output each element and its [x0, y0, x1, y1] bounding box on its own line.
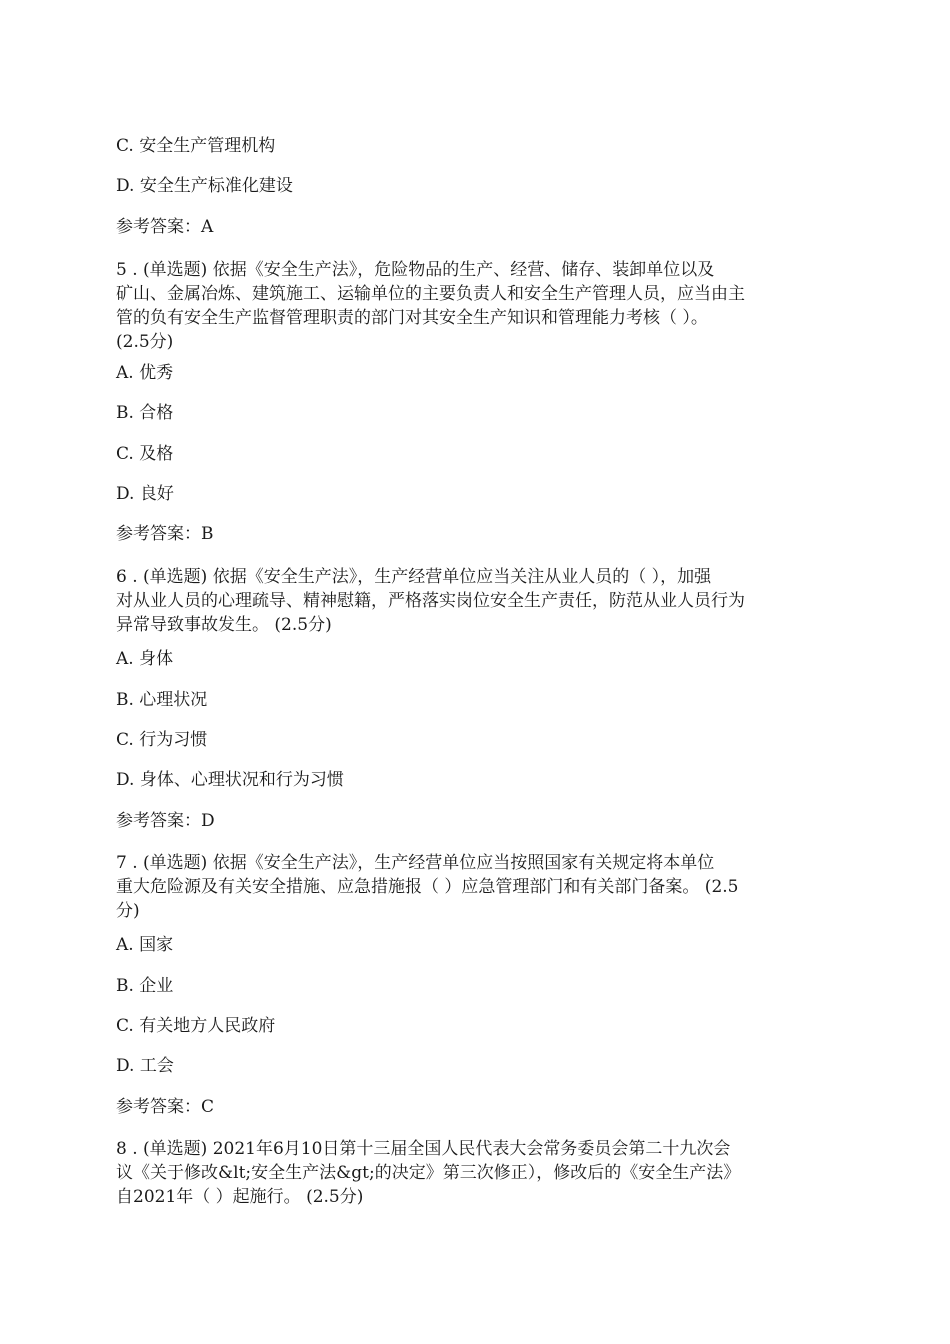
q6-answer: 参考答案：D — [116, 811, 215, 831]
q7-option-b: B. 企业 — [116, 976, 174, 996]
q7-stem — [116, 851, 836, 923]
q6-option-b: B. 心理状况 — [116, 690, 208, 710]
q7-answer: 参考答案：C — [116, 1097, 215, 1117]
q6-stem-line: 对从业人员的心理疏导、精神慰籍，严格落实岗位安全生产责任，防范从业人员行为 — [116, 591, 745, 611]
q5-option-d: D. 良好 — [116, 484, 174, 504]
q6-option-c: C. 行为习惯 — [116, 730, 208, 750]
q5-stem-line: 矿山、金属冶炼、建筑施工、运输单位的主要负责人和安全生产管理人员，应当由主 — [116, 284, 745, 304]
q4-answer: 参考答案：A — [116, 217, 214, 237]
q6-option-d: D. 身体、心理状况和行为习惯 — [116, 770, 344, 790]
q5-stem-line: 5 . (单选题) 依据《安全生产法》，危险物品的生产、经营、储存、装卸单位以及 — [116, 260, 715, 280]
q5-stem — [116, 258, 836, 354]
q7-option-d: D. 工会 — [116, 1056, 174, 1076]
q5-option-c: C. 及格 — [116, 444, 174, 464]
q8-stem-line: 自2021年（ ）起施行。 (2.5分) — [116, 1187, 364, 1207]
q6-option-a: A. 身体 — [116, 649, 174, 669]
q4-option-c: C. 安全生产管理机构 — [116, 136, 276, 156]
q7-option-c: C. 有关地方人民政府 — [116, 1016, 276, 1036]
q7-stem-line: 重大危险源及有关安全措施、应急措施报（ ）应急管理部门和有关部门备案。 (2.5 — [116, 877, 739, 897]
q6-stem-line: 6 . (单选题) 依据《安全生产法》，生产经营单位应当关注从业人员的（ ），加强 — [116, 567, 712, 587]
q7-stem-line: 7 . (单选题) 依据《安全生产法》，生产经营单位应当按照国家有关规定将本单位 — [116, 853, 715, 873]
q6-stem-line: 异常导致事故发生。 (2.5分) — [116, 615, 332, 635]
q5-answer: 参考答案：B — [116, 524, 214, 544]
q5-stem-line: 管的负有安全生产监督管理职责的部门对其安全生产知识和管理能力考核（ ）。 — [116, 308, 708, 328]
q7-option-a: A. 国家 — [116, 935, 174, 955]
q8-stem-line: 议《关于修改&lt;安全生产法&gt;的决定》第三次修正），修改后的《安全生产法》 — [116, 1163, 741, 1183]
q6-stem — [116, 565, 836, 637]
q5-stem-line: (2.5分) — [116, 332, 174, 352]
q8-stem-line: 8 . (单选题) 2021年6月10日第十三届全国人民代表大会常务委员会第二十九次会 — [116, 1139, 731, 1159]
q5-option-b: B. 合格 — [116, 403, 174, 423]
q5-option-a: A. 优秀 — [116, 363, 174, 383]
q7-stem-line: 分) — [116, 901, 140, 921]
q4-option-d: D. 安全生产标准化建设 — [116, 176, 293, 196]
q8-stem — [116, 1137, 836, 1209]
